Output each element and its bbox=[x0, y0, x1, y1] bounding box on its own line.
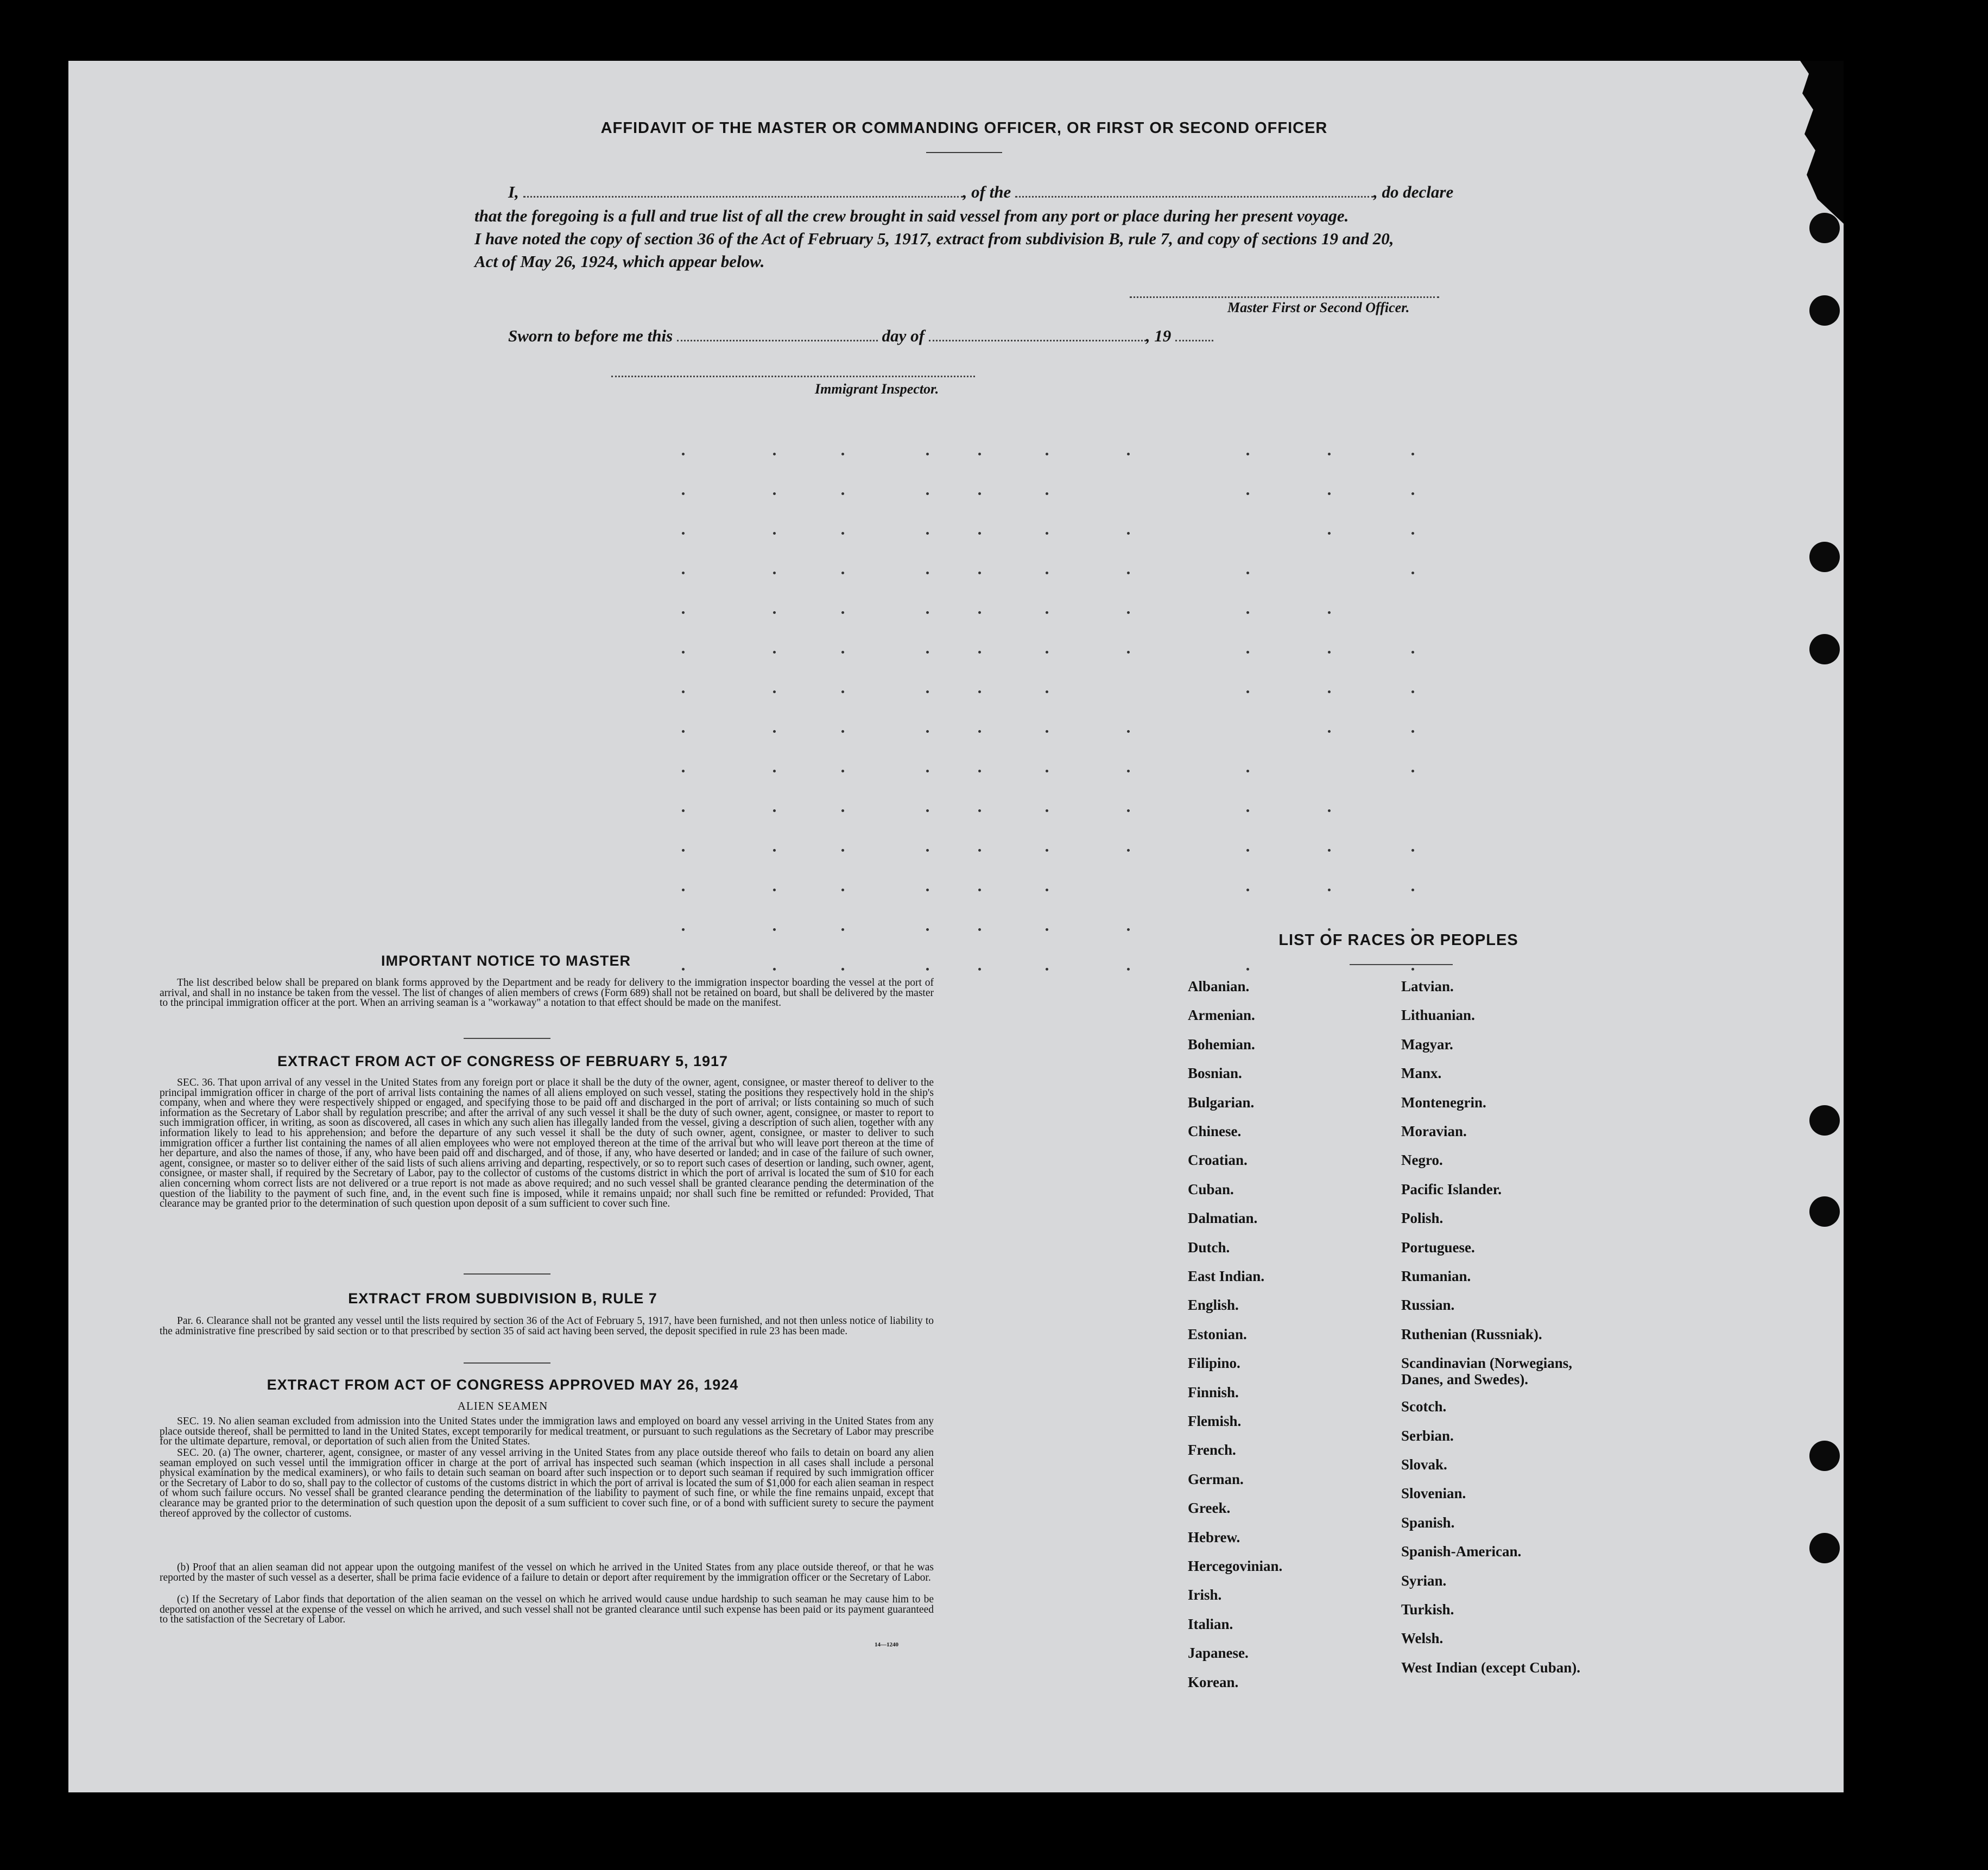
bleed-dot bbox=[1328, 730, 1331, 733]
bleed-dot bbox=[1411, 453, 1414, 455]
race-item: Korean. bbox=[1188, 1674, 1239, 1690]
race-item: Turkish. bbox=[1401, 1601, 1454, 1618]
bleed-dot bbox=[926, 730, 929, 733]
bleed-dot bbox=[841, 730, 844, 733]
bleed-dot bbox=[841, 651, 844, 654]
do-declare-label: , do declare bbox=[1373, 182, 1454, 201]
bleed-dot bbox=[1127, 849, 1130, 852]
bleed-dot bbox=[773, 690, 776, 693]
bleed-dot bbox=[1046, 928, 1048, 931]
bleed-dot bbox=[1046, 532, 1048, 535]
race-item: Welsh. bbox=[1401, 1630, 1443, 1647]
bleed-dot bbox=[1411, 492, 1414, 495]
race-item: Albanian. bbox=[1188, 978, 1250, 994]
bleed-dot bbox=[682, 453, 685, 455]
bleed-dot bbox=[841, 453, 844, 455]
bleed-dot bbox=[926, 809, 929, 812]
bleed-dot bbox=[1127, 532, 1130, 535]
affidavit-line4: Act of May 26, 1924, which appear below. bbox=[474, 252, 765, 271]
sec19-text: SEC. 19. No alien seaman excluded from admission into the United States under the immigration laws and employed on board any vessel arriving in the United States from any place outside thereof, shall be permitted to land in the United States, except temporarily for medical treatment, or pursuant to such regulations as the Secretary of Labor may prescribe for the ultimate departure, removal, or deportation of such alien from the United States. bbox=[160, 1416, 934, 1448]
extract-rule7-text: Par. 6. Clearance shall not be granted any vessel until the lists required by section 36 of the Act of February 5, 1917, have been furnished, and not then unless notice of liability to the administrative fine prescribed by said section or to that prescribed by section 35 of said act having been served, the deposit specified in rule 23 has been made. bbox=[160, 1315, 934, 1337]
bleed-dot bbox=[1246, 611, 1249, 614]
affidavit-title: AFFIDAVIT OF THE MASTER OR COMMANDING OFFICER, OR FIRST OR SECOND OFFICER bbox=[600, 119, 1328, 137]
bleed-dot bbox=[773, 611, 776, 614]
race-item: Hercegovinian. bbox=[1188, 1558, 1283, 1574]
bleed-dot bbox=[926, 651, 929, 654]
race-item: Croatian. bbox=[1188, 1152, 1248, 1169]
race-item: Greek. bbox=[1188, 1500, 1231, 1517]
bleed-dot bbox=[978, 849, 981, 852]
bleed-dot bbox=[1046, 809, 1048, 812]
bleed-dot bbox=[1046, 889, 1048, 891]
bleed-dot bbox=[1127, 968, 1130, 971]
race-item: Bosnian. bbox=[1188, 1065, 1242, 1082]
bleed-dot bbox=[1411, 651, 1414, 654]
bleed-dot bbox=[1411, 968, 1414, 971]
bleed-dot bbox=[1328, 453, 1331, 455]
bleed-dot bbox=[682, 770, 685, 772]
race-item: Magyar. bbox=[1401, 1036, 1453, 1053]
separator bbox=[464, 1273, 550, 1275]
race-item: Cuban. bbox=[1188, 1181, 1234, 1197]
bleed-dot bbox=[978, 928, 981, 931]
race-item: Portuguese. bbox=[1401, 1239, 1475, 1256]
bleed-dot bbox=[1246, 889, 1249, 891]
bleed-dot bbox=[682, 611, 685, 614]
races-title-rule bbox=[1350, 964, 1453, 965]
bleed-dot bbox=[1127, 809, 1130, 812]
race-item: Bulgarian. bbox=[1188, 1094, 1255, 1111]
bleed-dot bbox=[773, 770, 776, 772]
bleed-dot bbox=[978, 730, 981, 733]
bleed-dot bbox=[1246, 572, 1249, 574]
bleed-dot bbox=[1046, 572, 1048, 574]
bleed-dot bbox=[841, 809, 844, 812]
bleed-dot bbox=[1046, 968, 1048, 971]
bleed-dot bbox=[773, 849, 776, 852]
bleed-dot bbox=[841, 889, 844, 891]
master-signature-label: Master First or Second Officer. bbox=[1227, 300, 1410, 315]
race-item: West Indian (except Cuban). bbox=[1401, 1659, 1581, 1676]
bleed-dot bbox=[1411, 849, 1414, 852]
bleed-dot bbox=[1246, 968, 1249, 971]
document-page bbox=[68, 61, 1844, 1792]
bleed-dot bbox=[841, 532, 844, 535]
bleed-dot bbox=[1127, 770, 1130, 772]
bleed-dot bbox=[682, 928, 685, 931]
bleed-dot bbox=[926, 928, 929, 931]
bleed-dot bbox=[682, 809, 685, 812]
bleed-dot bbox=[1246, 492, 1249, 495]
affidavit-line3: I have noted the copy of section 36 of the Act of February 5, 1917, extract from subdivision B, rule 7, and copy of sections 19 and 20, bbox=[474, 229, 1394, 248]
race-item: Hebrew. bbox=[1188, 1529, 1240, 1545]
race-item: Estonian. bbox=[1188, 1326, 1247, 1342]
alien-seamen-subtitle: ALIEN SEAMEN bbox=[457, 1399, 548, 1412]
bleed-dot bbox=[1411, 928, 1414, 931]
bleed-dot bbox=[773, 730, 776, 733]
bleed-through-dots bbox=[68, 61, 1844, 1792]
race-item: Dalmatian. bbox=[1188, 1210, 1258, 1227]
bleed-dot bbox=[978, 453, 981, 455]
bleed-dot bbox=[682, 730, 685, 733]
bleed-dot bbox=[978, 651, 981, 654]
bleed-dot bbox=[841, 928, 844, 931]
bleed-dot bbox=[682, 572, 685, 574]
race-item: Japanese. bbox=[1188, 1645, 1249, 1662]
race-item: Flemish. bbox=[1188, 1413, 1242, 1429]
extract-1917-text: SEC. 36. That upon arrival of any vessel in the United States from any foreign port or place it shall be the duty of the owner, agent, consignee, or master thereof to deliver to the principal immigration officer in charge of the port of arrival lists containing the names of all aliens employed on such vessel, stating the positions they respectively hold in the ship's company, when and where they were respectively shipped or engaged, and specifying those to be paid off and discharged in the port of arrival; or lists containing so much of such information as the Secretary of Labor shall by regulation prescribe; and after the arrival of any such vessel it shall be the duty of such owner, agent, consignee, or master to report to such immigration officer, in writing, as soon as discovered, all cases in which any such alien has illegally landed from the vessel, giving a description of such alien, together with any information likely to lead to his apprehension; and before the departure of any such vessel it shall be the duty of such owner, agent, consignee, or master to deliver to such immigration officer a further list containing the names of all alien employees who were not employed thereon at the time of the arrival but who will leave port thereon at the time of her departure, and also the names of those, if any, who have been paid off and discharged, and of those, if any, who have deserted or landed; and in case of the failure of such owner, agent, consignee, or master so to deliver either of the said lists of such aliens arriving and departing, respectively, or so to report such cases of desertion or landing, such owner, agent, consignee, or master shall, if required by the Secretary of Labor, pay to the collector of customs of the customs district in which the port of arrival is located the sum of $10 for each alien concerning whom correct lists are not delivered or a true report is not made as above required; and no such vessel shall be granted clearance pending the determination of the question of the liability to the payment of such fine, and, in the event such fine is imposed, while it remains unpaid; nor shall such fine be remitted or refunded: Provided, That clearance may be granted prior to the determination of such question upon deposit of a sum sufficient to cover such fine. bbox=[160, 1077, 934, 1210]
bleed-dot bbox=[978, 532, 981, 535]
race-item: East Indian. bbox=[1188, 1268, 1265, 1284]
race-item: Russian. bbox=[1401, 1297, 1455, 1314]
race-item: Serbian. bbox=[1401, 1427, 1454, 1444]
bleed-dot bbox=[841, 572, 844, 574]
bleed-dot bbox=[978, 611, 981, 614]
bleed-dot bbox=[1046, 690, 1048, 693]
day-of-label: day of bbox=[882, 326, 925, 345]
bleed-dot bbox=[773, 968, 776, 971]
bleed-dot bbox=[978, 770, 981, 772]
bleed-dot bbox=[1328, 611, 1331, 614]
bleed-dot bbox=[773, 492, 776, 495]
sec20a-text: SEC. 20. (a) The owner, charterer, agent, consignee, or master of any vessel arriving in the United States from any place outside thereof who fails to detain on board any alien seaman employed on such vessel until the immigration officer in charge at the port of arrival has inspected such seaman (which inspection in all cases shall include a personal physical examination by the medical examiners), or who fails to detain such seaman on board after such inspection or to deport such seaman if required by such immigration officer or the Secretary of Labor to do so, shall pay to the collector of customs of the customs district in which the port of arrival is located the sum of $1,000 for each alien seaman in respect of whom such failure occurs. No vessel shall be granted clearance pending the determination of the liability to payment of such fine, or while the fine remains unpaid, except that clearance may be granted prior to the determination of such question upon the deposit of a sum sufficient to cover such fine, or of a bond with sufficient surety to secure the payment thereof approved by the collector of customs. bbox=[160, 1447, 934, 1519]
i-label: I, bbox=[508, 182, 519, 201]
bleed-dot bbox=[926, 968, 929, 971]
bleed-dot bbox=[1046, 730, 1048, 733]
form-number: 14—1240 bbox=[875, 1641, 898, 1648]
bleed-dot bbox=[1127, 453, 1130, 455]
race-item: Scotch. bbox=[1401, 1398, 1447, 1415]
notice-text: The list described below shall be prepared on blank forms approved by the Department and be ready for delivery to the immigration inspector boarding the vessel at the port of arrival, and shall in no instance be taken from the vessel. The list of changes of alien members of crews (Form 689) shall not be retained on board, but shall be delivered by the master to the principal immigration officer at the port. When an arriving seaman is a "workaway" a notation to that effect should be made on the manifest. bbox=[160, 977, 934, 1009]
race-item: Irish. bbox=[1188, 1587, 1222, 1603]
race-item: English. bbox=[1188, 1297, 1239, 1314]
year-prefix: , 19 bbox=[1145, 326, 1172, 345]
bleed-dot bbox=[1328, 690, 1331, 693]
bleed-dot bbox=[682, 532, 685, 535]
bleed-dot bbox=[1411, 889, 1414, 891]
bleed-dot bbox=[773, 889, 776, 891]
bleed-dot bbox=[1046, 770, 1048, 772]
bleed-dot bbox=[1127, 611, 1130, 614]
bleed-dot bbox=[926, 492, 929, 495]
bleed-dot bbox=[1328, 532, 1331, 535]
bleed-dot bbox=[926, 611, 929, 614]
race-item: Latvian. bbox=[1401, 978, 1454, 994]
race-item: Italian. bbox=[1188, 1615, 1233, 1632]
separator bbox=[464, 1038, 550, 1039]
race-item: Filipino. bbox=[1188, 1355, 1240, 1372]
bleed-dot bbox=[682, 690, 685, 693]
race-item: Slovak. bbox=[1401, 1456, 1447, 1473]
race-item: Slovenian. bbox=[1401, 1485, 1466, 1502]
bleed-dot bbox=[682, 651, 685, 654]
bleed-dot bbox=[1046, 611, 1048, 614]
inspector-label: Immigrant Inspector. bbox=[815, 381, 939, 397]
bleed-dot bbox=[841, 849, 844, 852]
bleed-dot bbox=[1046, 492, 1048, 495]
bleed-dot bbox=[1127, 651, 1130, 654]
bleed-dot bbox=[1328, 849, 1331, 852]
race-item: Montenegrin. bbox=[1401, 1094, 1486, 1111]
bleed-dot bbox=[978, 572, 981, 574]
race-item: Polish. bbox=[1401, 1210, 1443, 1227]
bleed-dot bbox=[1246, 453, 1249, 455]
bleed-dot bbox=[682, 849, 685, 852]
bleed-dot bbox=[682, 492, 685, 495]
bleed-dot bbox=[1246, 809, 1249, 812]
extract-1924-title: EXTRACT FROM ACT OF CONGRESS APPROVED MAY 26, 1924 bbox=[267, 1377, 739, 1393]
bleed-dot bbox=[978, 968, 981, 971]
of-the-label: , of the bbox=[963, 182, 1011, 201]
bleed-dot bbox=[1046, 453, 1048, 455]
bleed-dot bbox=[1411, 690, 1414, 693]
race-item: Chinese. bbox=[1188, 1123, 1242, 1139]
race-item: Dutch. bbox=[1188, 1239, 1230, 1256]
sworn-label: Sworn to before me this bbox=[508, 326, 673, 345]
bleed-dot bbox=[841, 690, 844, 693]
bleed-dot bbox=[1046, 651, 1048, 654]
bleed-dot bbox=[1246, 690, 1249, 693]
bleed-dot bbox=[773, 532, 776, 535]
bleed-dot bbox=[926, 532, 929, 535]
bleed-dot bbox=[773, 809, 776, 812]
bleed-dot bbox=[1246, 651, 1249, 654]
bleed-dot bbox=[978, 492, 981, 495]
bleed-dot bbox=[773, 572, 776, 574]
race-item: Rumanian. bbox=[1401, 1268, 1471, 1284]
race-item: Pacific Islander. bbox=[1401, 1181, 1502, 1197]
bleed-dot bbox=[841, 611, 844, 614]
bleed-dot bbox=[773, 928, 776, 931]
bleed-dot bbox=[841, 770, 844, 772]
race-item: French. bbox=[1188, 1442, 1236, 1459]
bleed-dot bbox=[926, 453, 929, 455]
race-item: Syrian. bbox=[1401, 1572, 1447, 1589]
bleed-dot bbox=[978, 690, 981, 693]
bleed-dot bbox=[1411, 770, 1414, 772]
bleed-dot bbox=[1328, 889, 1331, 891]
race-item: Spanish-American. bbox=[1401, 1543, 1522, 1560]
race-item: Spanish. bbox=[1401, 1514, 1455, 1531]
bleed-dot bbox=[841, 968, 844, 971]
affidavit-line2: that the foregoing is a full and true list of all the crew brought in said vessel from any port or place during her present voyage. bbox=[474, 206, 1349, 225]
bleed-dot bbox=[1246, 770, 1249, 772]
bleed-dot bbox=[1127, 730, 1130, 733]
race-item: Armenian. bbox=[1188, 1007, 1255, 1024]
race-item: Bohemian. bbox=[1188, 1036, 1255, 1053]
race-item: Negro. bbox=[1401, 1152, 1443, 1169]
notice-title: IMPORTANT NOTICE TO MASTER bbox=[381, 953, 631, 969]
bleed-dot bbox=[1411, 730, 1414, 733]
sec20c-text: (c) If the Secretary of Labor finds that deportation of the alien seaman on the vessel on which he arrived would cause undue hardship to such seaman he may cause him to be deported on another vessel at the expense of the vessel on which he arrived, and such vessel shall not be granted clearance until such expense has been paid or its payment guaranteed to the satisfaction of the Secretary of Labor. bbox=[160, 1594, 934, 1626]
race-item: Ruthenian (Russniak). bbox=[1401, 1326, 1542, 1342]
separator bbox=[464, 1362, 550, 1364]
bleed-dot bbox=[1246, 849, 1249, 852]
sec20b-text: (b) Proof that an alien seaman did not appear upon the outgoing manifest of the vessel on which he arrived in the United States from any place outside thereof, or that he was reported by the master of such vessel as a deserter, shall be prima facie evidence of a failure to detain or deport after requirement by the immigration officer or the Secretary of Labor. bbox=[160, 1562, 934, 1583]
extract-1917-title: EXTRACT FROM ACT OF CONGRESS OF FEBRUARY 5, 1917 bbox=[277, 1053, 729, 1069]
extract-rule7-title: EXTRACT FROM SUBDIVISION B, RULE 7 bbox=[348, 1290, 657, 1307]
bleed-dot bbox=[1127, 572, 1130, 574]
bleed-dot bbox=[926, 572, 929, 574]
race-item: Moravian. bbox=[1401, 1123, 1467, 1139]
bleed-dot bbox=[1328, 492, 1331, 495]
bleed-dot bbox=[926, 889, 929, 891]
bleed-dot bbox=[773, 453, 776, 455]
race-item: Manx. bbox=[1401, 1065, 1442, 1082]
bleed-dot bbox=[926, 849, 929, 852]
bleed-dot bbox=[1046, 849, 1048, 852]
race-item: Lithuanian. bbox=[1401, 1007, 1475, 1024]
bleed-dot bbox=[1411, 532, 1414, 535]
bleed-dot bbox=[978, 889, 981, 891]
race-item: Scandinavian (Norwegians, Danes, and Swedes). bbox=[1401, 1355, 1573, 1388]
bleed-dot bbox=[978, 809, 981, 812]
bleed-dot bbox=[841, 492, 844, 495]
races-title: LIST OF RACES OR PEOPLES bbox=[1278, 931, 1518, 949]
bleed-dot bbox=[1328, 809, 1331, 812]
bleed-dot bbox=[1127, 928, 1130, 931]
race-item: German. bbox=[1188, 1470, 1244, 1487]
race-item: Finnish. bbox=[1188, 1384, 1239, 1400]
bleed-dot bbox=[1328, 651, 1331, 654]
bleed-dot bbox=[1328, 928, 1331, 931]
bleed-dot bbox=[1411, 572, 1414, 574]
bleed-dot bbox=[773, 651, 776, 654]
bleed-dot bbox=[926, 770, 929, 772]
bleed-dot bbox=[682, 889, 685, 891]
bleed-dot bbox=[926, 690, 929, 693]
